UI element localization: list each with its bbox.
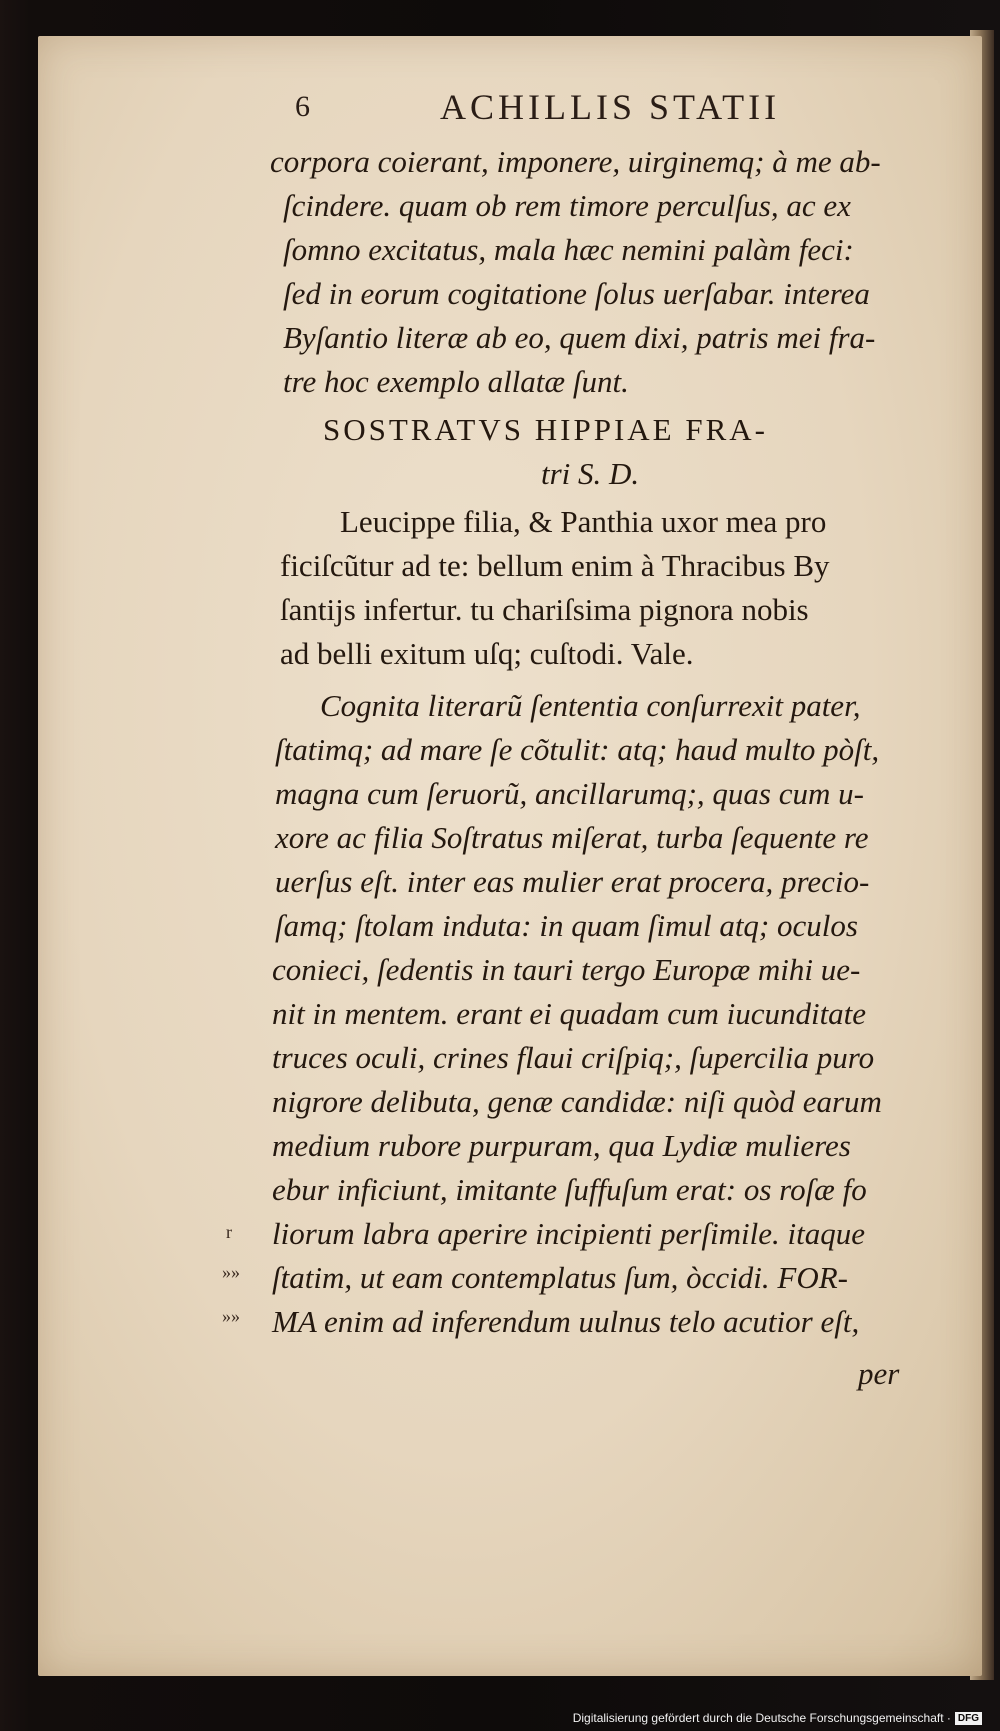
narrative-line: xore ac filia Soſtratus miſerat, turba ſequente re <box>275 820 869 855</box>
narrative-line: ſamq; ſtolam induta: in quam ſimul atq; oculos <box>275 908 858 943</box>
narrative-line: ſtatimq; ad mare ſe cõtulit: atq; haud multo pòſt, <box>275 732 880 767</box>
narrative-line: uerſus eſt. inter eas mulier erat procera, precio- <box>275 864 870 899</box>
narrative-line: truces oculi, crines flaui criſpiq;, ſupercilia puro <box>272 1040 875 1075</box>
narrative-line: conieci, ſedentis in tauri tergo Europæ mihi ue- <box>272 952 861 987</box>
page-header <box>295 86 855 136</box>
body-line: ſcindere. quam ob rem timore perculſus, ac ex <box>283 188 851 223</box>
narrative-line: ſtatim, ut eam contemplatus ſum, òccidi. FOR- <box>272 1260 848 1295</box>
letter-heading-line2: tri S. D. <box>541 456 640 491</box>
narrative-line: MA enim ad inferendum uulnus telo acutior eſt, <box>272 1304 860 1339</box>
body-line: Byſantio literæ ab eo, quem dixi, patris mei fra- <box>283 320 876 355</box>
narrative-line: liorum labra aperire incipienti perſimile. itaque <box>272 1216 865 1251</box>
letter-line: ad belli exitum uſq; cuſtodi. Vale. <box>280 636 694 671</box>
body-line: ſed in eorum cogitatione ſolus uerſabar. interea <box>283 276 870 311</box>
margin-mark: »» <box>222 1262 240 1282</box>
body-line: tre hoc exemplo allatæ ſunt. <box>283 364 629 399</box>
body-line: corpora coierant, imponere, uirginemq; à me ab- <box>270 144 881 179</box>
catchword: per <box>858 1356 900 1391</box>
narrative-line: nit in mentem. erant ei quadam cum iucunditate <box>272 996 867 1031</box>
letter-line: Leucippe filia, & Panthia uxor mea pro <box>340 504 827 539</box>
letter-line: ſantijs infertur. tu chariſsima pignora nobis <box>280 592 809 627</box>
credit-text: Digitalisierung gefördert durch die Deutsche Forschungsgemeinschaft · <box>572 1711 951 1725</box>
margin-mark: r <box>226 1222 232 1242</box>
narrative-line: Cognita literarũ ſententia conſurrexit pater, <box>320 688 861 723</box>
narrative-line: nigrore delibuta, genæ candidæ: niſi quòd earum <box>272 1084 882 1119</box>
margin-mark: »» <box>222 1306 240 1326</box>
narrative-line: ebur inficiunt, imitante ſuffuſum erat: os roſæ fo <box>272 1172 867 1207</box>
digitization-credit <box>573 1711 982 1725</box>
dfg-logo: DFG <box>955 1712 982 1725</box>
narrative-line: magna cum ſeruorũ, ancillarumq;, quas cum u- <box>275 776 864 811</box>
page-number: 6 <box>295 90 310 123</box>
narrative-line: medium rubore purpuram, qua Lydiæ mulieres <box>272 1128 851 1163</box>
running-title: ACHILLIS STATII <box>440 87 781 127</box>
letter-heading: SOSTRATVS HIPPIAE FRA- <box>323 412 768 447</box>
letter-line: ficiſcũtur ad te: bellum enim à Thracibus By <box>280 548 830 583</box>
body-line: ſomno excitatus, mala hæc nemini palàm feci: <box>283 232 854 267</box>
